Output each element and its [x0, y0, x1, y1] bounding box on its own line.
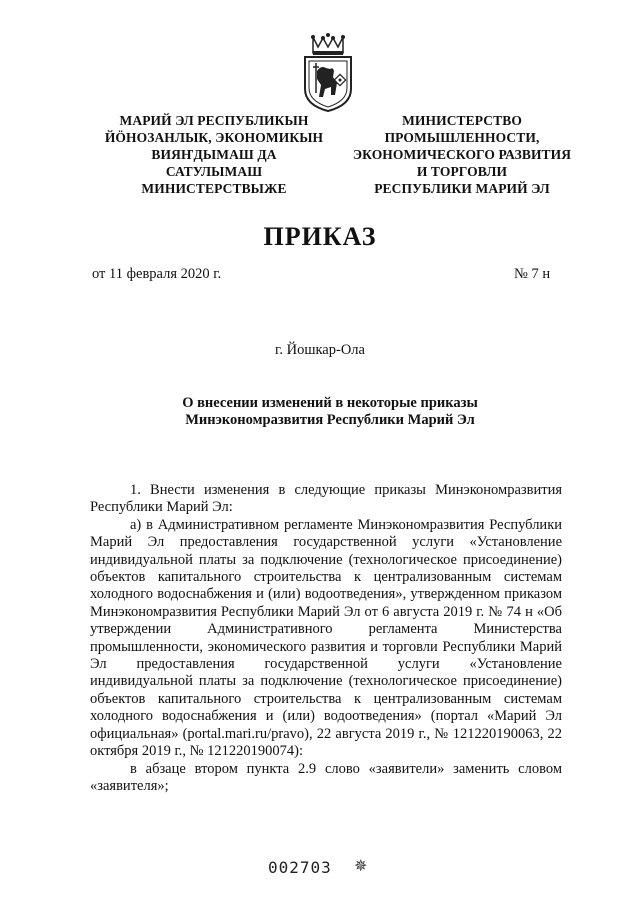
order-subject	[90, 395, 570, 429]
body-paragraph: в абзаце втором пункта 2.9 слово «заявители» заменить словом «заявителя»;	[90, 760, 562, 794]
body-paragraph: 1. Внести изменения в следующие приказы Минэкономразвития Республики Марий Эл:	[90, 482, 562, 516]
subject-line: Минэкономразвития Республики Марий Эл	[185, 412, 475, 428]
header-russian	[344, 112, 580, 197]
body-paragraph: а) в Административном регламенте Минэкономразвития Республики Марий Эл предоставления государственной услуги «Установление индивидуальной платы за подключение (технологическое присоединение) объектов капитального строительства к централизованным системам холодного водоснабжения и (или) водоотведения», утвержденном приказом Минэкономразвития Республики Марий Эл от 6 августа 2019 г. № 74 н «Об утверждении Административного регламента Министерства промышленности, экономического развития и торговли Республики Марий Эл предоставления государственной услуги «Установление индивидуальной платы за подключение (технологическое присоединение) объектов капитального строительства к централизованным системам холодного водоснабжения и (или) водоотведения» (портал «Марий Эл официальная» (portal.mari.ru/pravo), 22 августа 2019 г., № 121220190063, 22 октября 2019 г., № 121220190074):	[90, 516, 562, 760]
order-date: от 11 февраля 2020 г.	[92, 266, 222, 282]
header-right-line: И ТОРГОВЛИ	[416, 164, 508, 179]
order-body	[90, 482, 562, 795]
header-right-line: ЭКОНОМИЧЕСКОГО РАЗВИТИЯ	[352, 147, 572, 162]
header-left-line: ВИЯҤДЫМАШ ДА	[151, 147, 277, 162]
star-emblem-icon: ✵	[354, 856, 368, 875]
subject-line: О внесении изменений в некоторые приказы	[182, 395, 478, 411]
blank-serial-number: 002703	[268, 858, 332, 877]
header-mari	[100, 112, 328, 197]
header-right-line: РЕСПУБЛИКИ МАРИЙ ЭЛ	[374, 181, 550, 196]
city: г. Йошкар-Ола	[275, 342, 365, 358]
header-right-line: ПРОМЫШЛЕННОСТИ,	[384, 130, 540, 145]
header-left-line: ЙӦНОЗАНЛЫК, ЭКОНОМИКЫН	[104, 130, 324, 145]
order-number: № 7 н	[514, 266, 551, 282]
document-title: ПРИКАЗ	[263, 222, 377, 251]
header-right-line: МИНИСТЕРСТВО	[402, 113, 522, 128]
header-left-line: МАРИЙ ЭЛ РЕСПУБЛИКЫН	[119, 113, 309, 128]
coat-of-arms-icon	[299, 33, 357, 113]
header-left-line: МИНИСТЕРСТВЫЖЕ	[141, 181, 287, 196]
header-left-line: САТУЛЫМАШ	[165, 164, 263, 179]
